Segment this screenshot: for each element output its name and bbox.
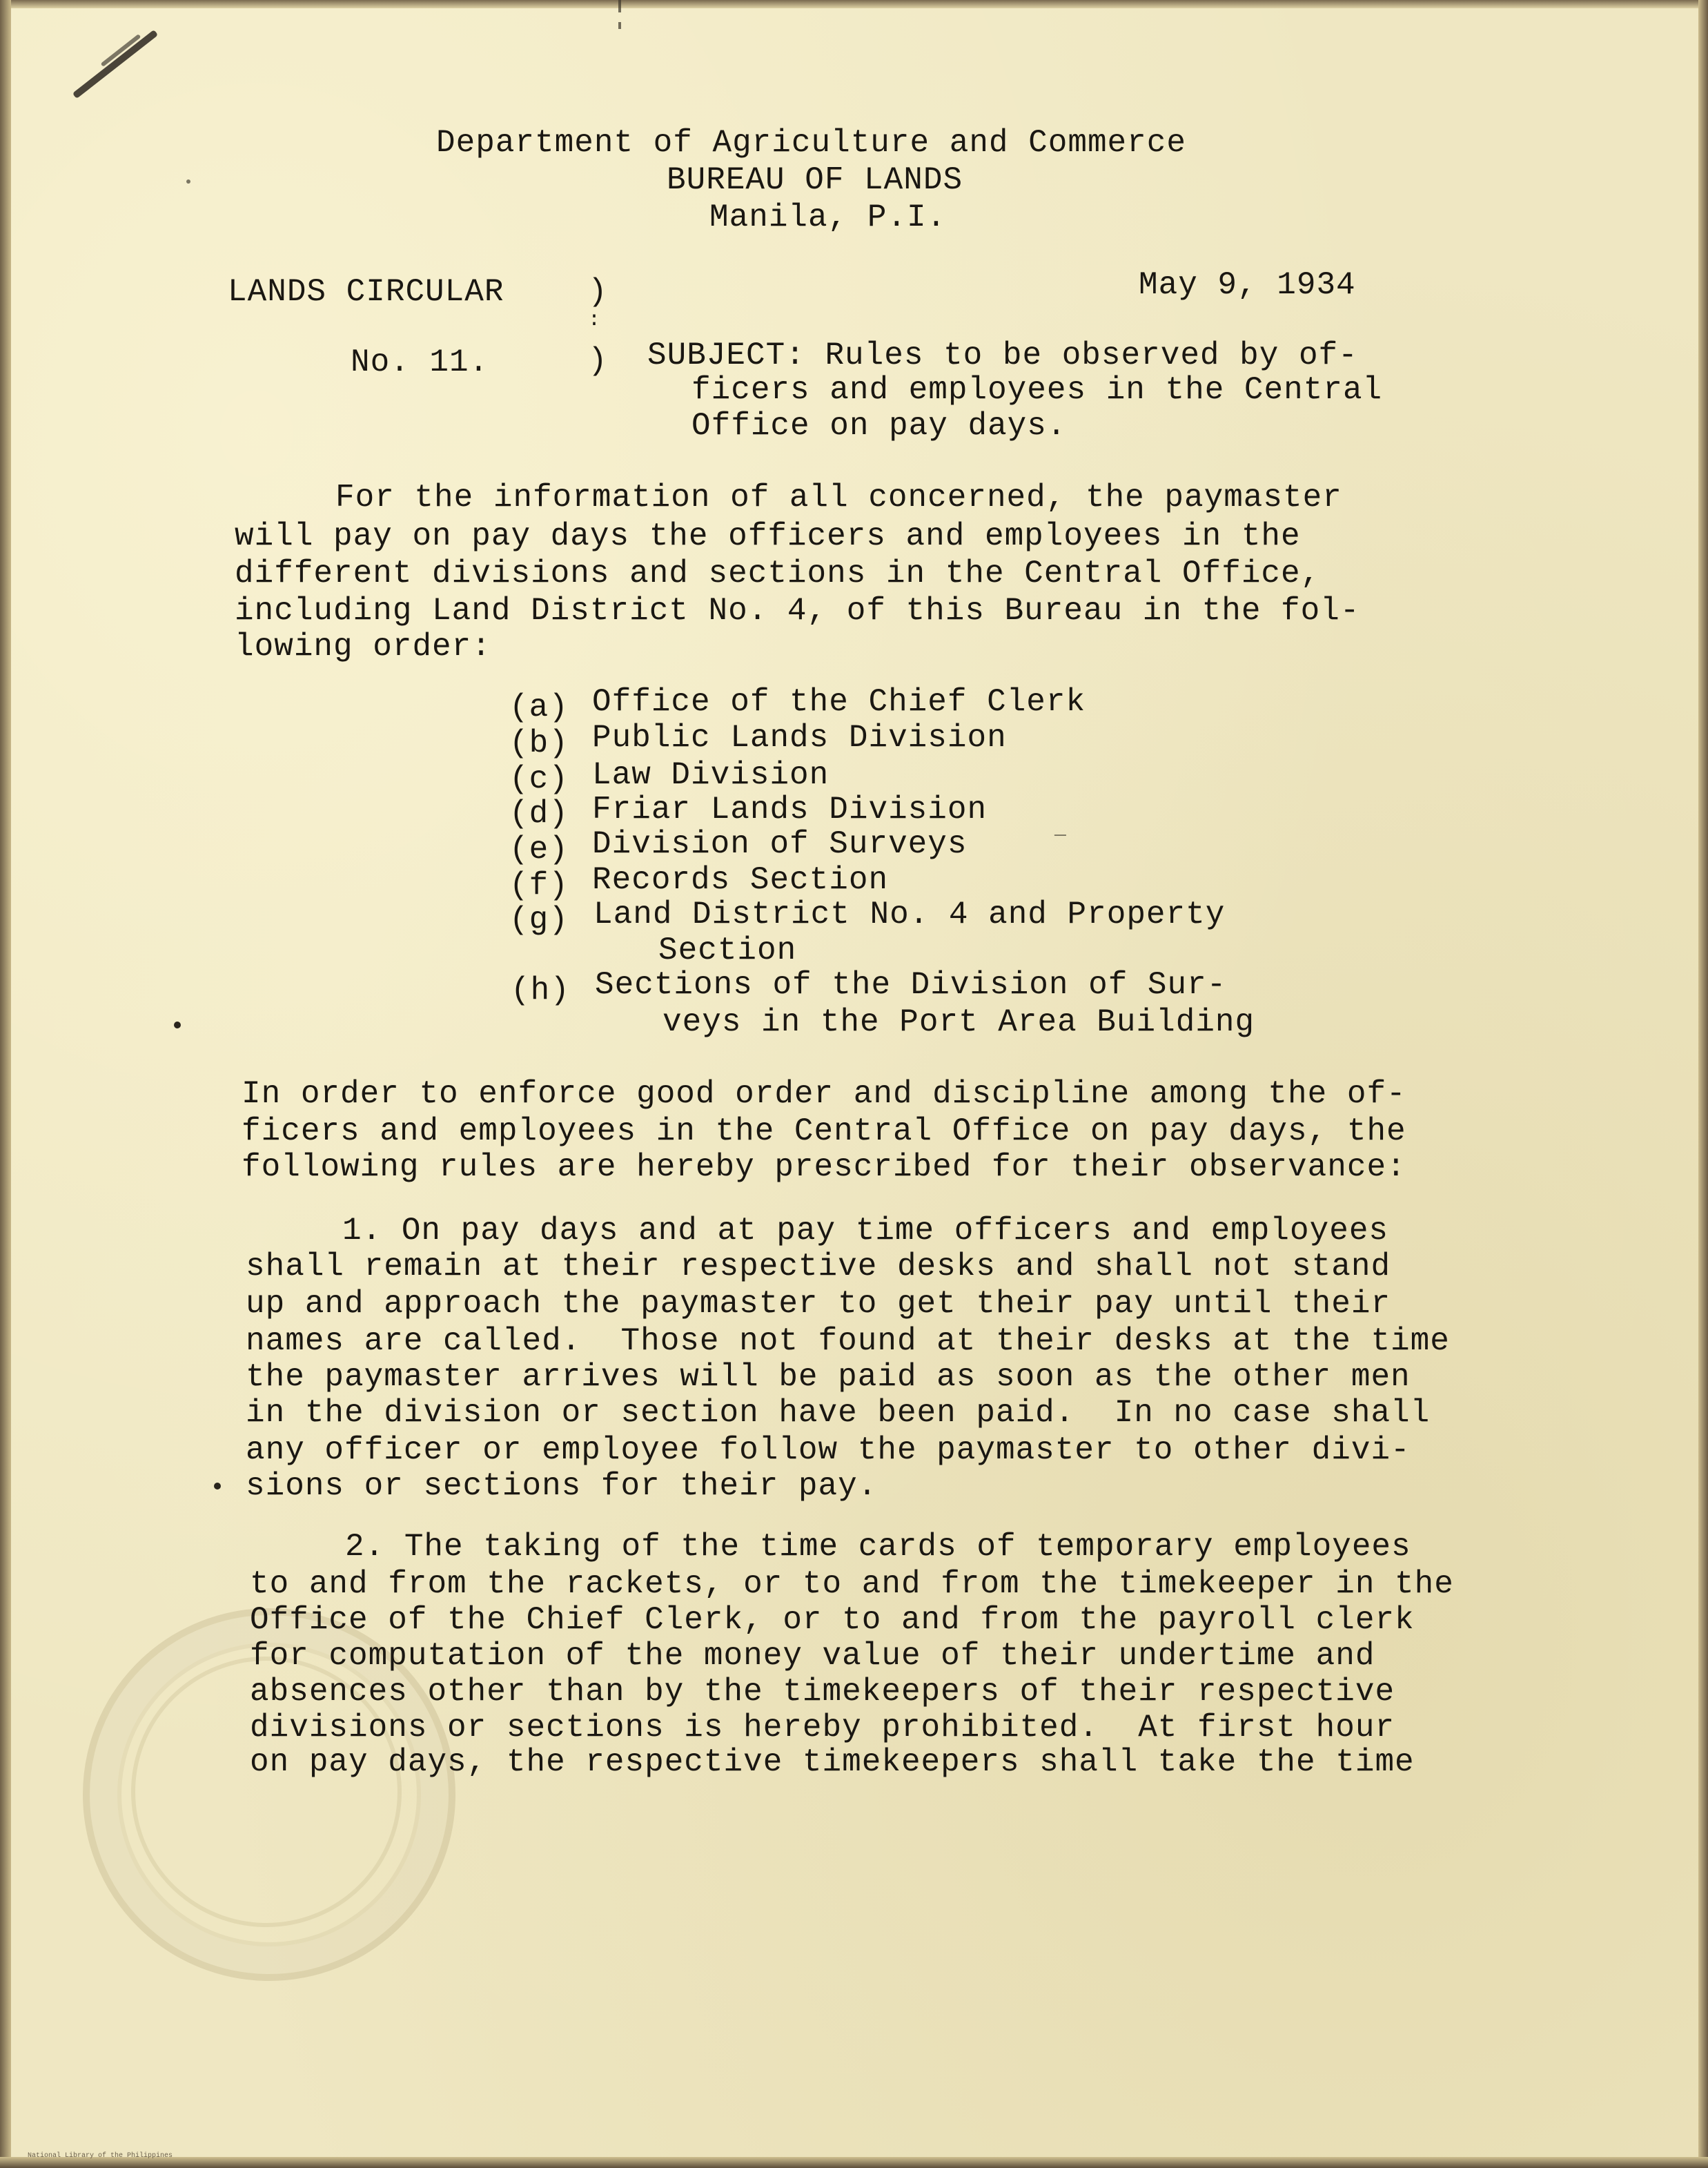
order-key: (e): [509, 832, 569, 868]
archive-footer: National Library of the Philippines: [28, 2152, 173, 2160]
rule2-line: absences other than by the timekeepers of their respective: [250, 1674, 1395, 1710]
pen-mark: [72, 30, 158, 99]
paper-edge-bottom: [0, 2157, 1708, 2168]
order-key: (f): [509, 868, 569, 904]
discipline-line: following rules are hereby prescribed for their observance:: [242, 1149, 1406, 1185]
bracket: ): [588, 274, 608, 310]
order-item: Division of Surveys: [592, 826, 968, 862]
rule1-line: any officer or employee follow the paymaster to other divi-: [246, 1432, 1411, 1468]
rule1-line: up and approach the paymaster to get their pay until their: [246, 1286, 1391, 1322]
rule2-line: 2. The taking of the time cards of temporary employees: [345, 1529, 1411, 1565]
intro-line: lowing order:: [235, 629, 491, 665]
rule2-line: to and from the rackets, or to and from the timekeeper in the: [250, 1566, 1454, 1602]
subject-line-2: ficers and employees in the Central: [691, 372, 1383, 408]
order-key: (a): [509, 690, 569, 725]
rule2-line: for computation of the money value of their undertime and: [250, 1638, 1375, 1674]
order-item: Land District No. 4 and Property: [593, 897, 1226, 932]
rule1-line: the paymaster arrives will be paid as soon as the other men: [246, 1359, 1411, 1395]
ink-spot: [214, 1483, 221, 1490]
order-item: Friar Lands Division: [592, 792, 988, 828]
rule2-line: on pay days, the respective timekeepers shall take the time: [250, 1744, 1415, 1780]
rule1-line: in the division or section have been paid. In no case shall: [246, 1395, 1431, 1431]
rule2-line: Office of the Chief Clerk, or to and from the payroll clerk: [250, 1602, 1415, 1638]
intro-line: For the information of all concerned, the paymaster: [335, 480, 1342, 516]
rule1-line: names are called. Those not found at their desks at the time: [246, 1323, 1450, 1359]
order-item: Public Lands Division: [592, 720, 1007, 756]
paper-edge-right: [1698, 0, 1708, 2168]
subject-line-3: Office on pay days.: [691, 408, 1067, 444]
order-key: (b): [509, 725, 569, 761]
order-item-continued: veys in the Port Area Building: [662, 1004, 1255, 1040]
bureau-heading: BUREAU OF LANDS: [667, 162, 963, 198]
margin-tick: [618, 22, 621, 29]
discipline-line: In order to enforce good order and discipline among the of-: [242, 1076, 1406, 1112]
stray-mark: —: [1054, 825, 1067, 846]
intro-line: will pay on pay days the officers and employees in the: [235, 518, 1301, 554]
order-item: Law Division: [592, 757, 830, 793]
subject-line-1: SUBJECT: Rules to be observed by of-: [647, 338, 1358, 373]
location-heading: Manila, P.I.: [709, 199, 947, 235]
bracket-colon: :: [588, 309, 602, 332]
paper-edge-left: [0, 0, 11, 2168]
order-item: Sections of the Division of Sur-: [595, 967, 1227, 1003]
order-item: Office of the Chief Clerk: [592, 684, 1086, 720]
rule1-line: shall remain at their respective desks and shall not stand: [246, 1249, 1391, 1285]
paper-edge-top: [0, 0, 1708, 8]
order-item: Records Section: [592, 862, 889, 898]
ink-spot: [186, 179, 190, 184]
discipline-line: ficers and employees in the Central Office on pay days, the: [242, 1113, 1406, 1149]
rule2-line: divisions or sections is hereby prohibited. At first hour: [250, 1710, 1395, 1746]
rule1-line: 1. On pay days and at pay time officers and employees: [342, 1213, 1389, 1249]
intro-line: including Land District No. 4, of this Bureau in the fol-: [235, 593, 1360, 629]
ink-spot: [174, 1022, 181, 1028]
circular-label: LANDS CIRCULAR: [228, 274, 504, 310]
rule1-line: sions or sections for their pay.: [246, 1468, 878, 1504]
order-key: (h): [511, 973, 570, 1008]
order-key: (g): [509, 902, 569, 938]
margin-tick: [618, 0, 621, 12]
order-key: (c): [509, 761, 569, 797]
department-heading: Department of Agriculture and Commerce: [436, 125, 1186, 161]
intro-line: different divisions and sections in the Central Office,: [235, 556, 1321, 592]
circular-number: No. 11.: [351, 344, 489, 380]
bracket: ): [588, 343, 608, 379]
order-key: (d): [509, 796, 569, 832]
circular-date: May 9, 1934: [1139, 267, 1356, 303]
order-item-continued: Section: [658, 932, 797, 968]
